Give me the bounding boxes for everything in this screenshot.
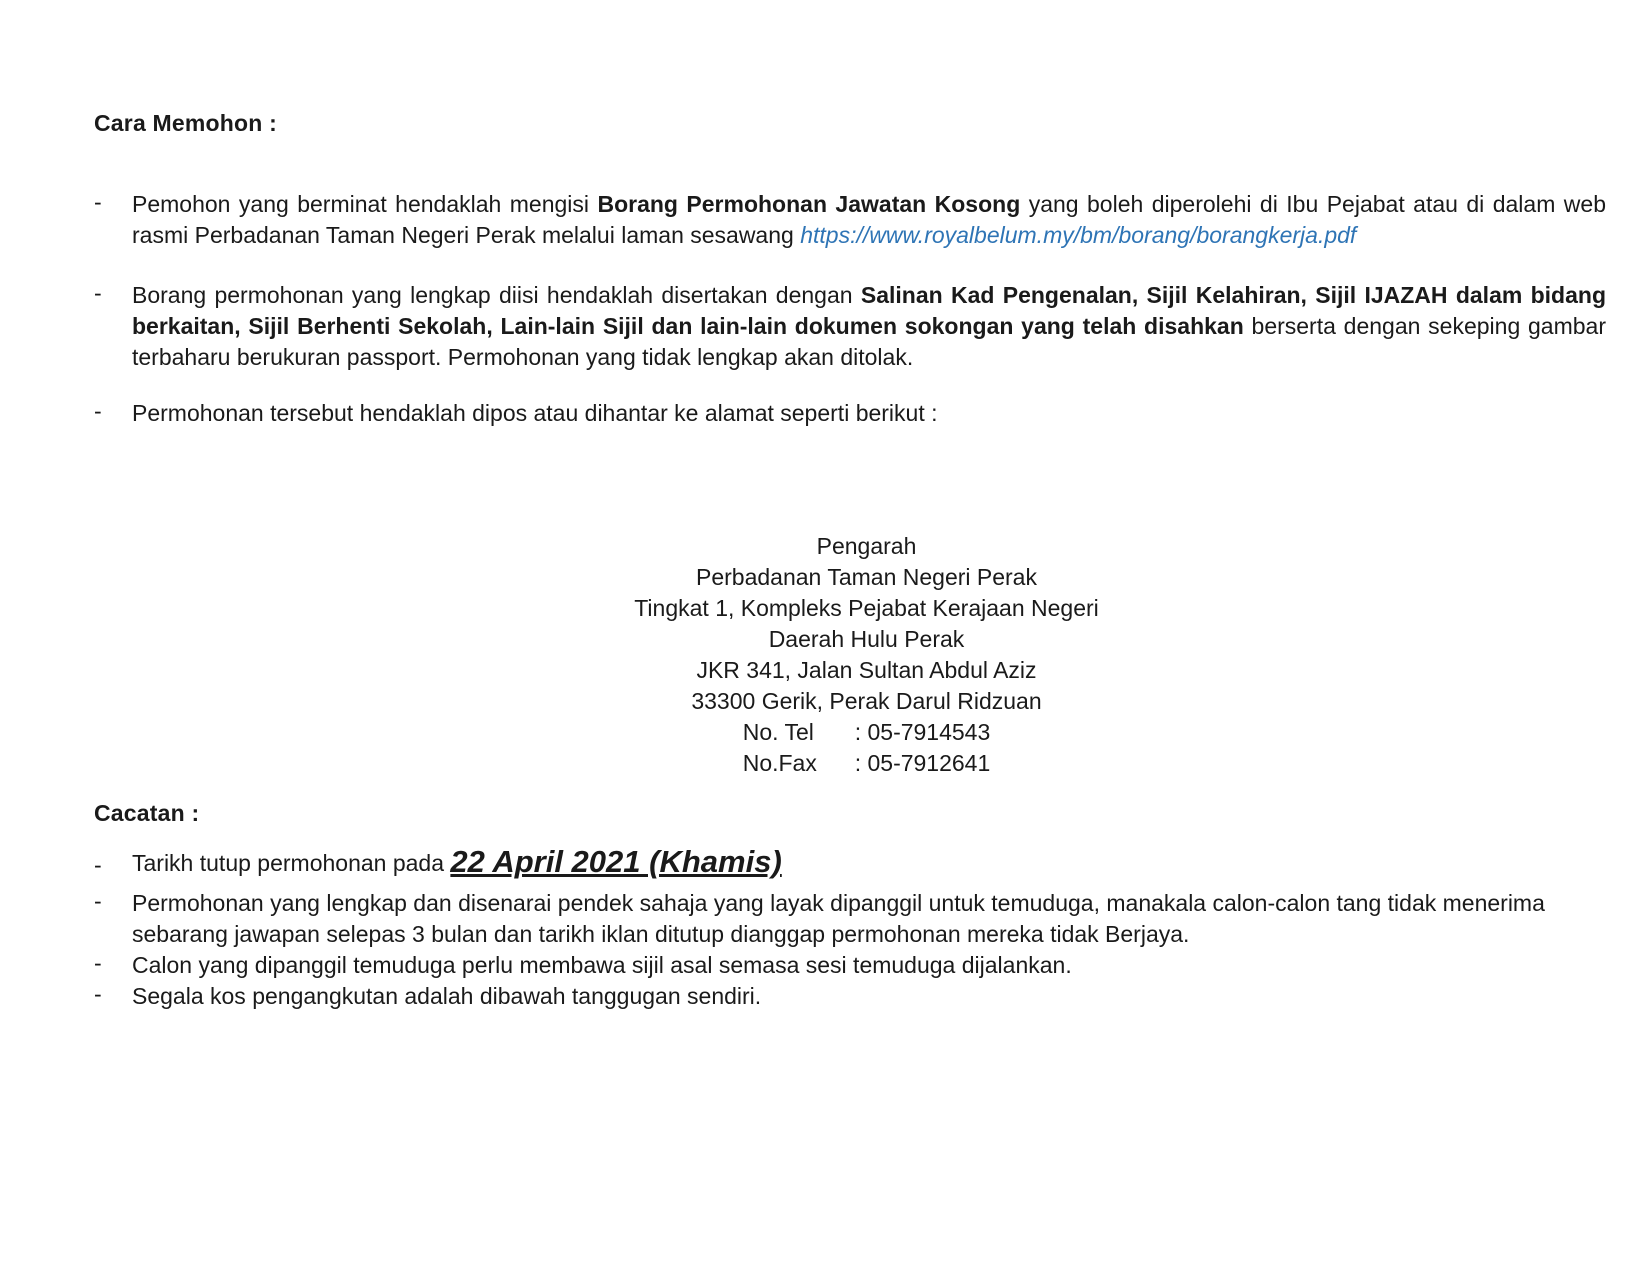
address-line: Daerah Hulu Perak [768, 626, 965, 652]
text-segment: Tarikh tutup permohonan pada [132, 850, 451, 876]
address-line: Tingkat 1, Kompleks Pejabat Kerajaan Negeri [634, 595, 1099, 621]
dash-marker: - [94, 981, 102, 1007]
contact-block [0, 717, 1650, 779]
dash-marker: - [94, 280, 102, 306]
phone-value: : 05-7914543 [854, 719, 991, 745]
dash-marker: - [94, 852, 102, 878]
phone-row [743, 719, 991, 745]
note-item-text [132, 846, 1606, 879]
text-segment: berserta dengan sekeping gambar terbaharu berukuran passport. Permohonan yang tidak lengkap akan ditolak. [132, 313, 1606, 370]
text-segment: yang boleh diperolehi di Ibu Pejabat atau di dalam web rasmi Perbadanan Taman Negeri Perak melalui laman sesawang [132, 191, 1606, 248]
apply-item-submission [94, 398, 1606, 429]
note-item-text: Calon yang dipanggil temuduga perlu membawa sijil asal semasa sesi temuduga dijalankan. [132, 952, 1072, 978]
note-item-deadline [94, 846, 1606, 879]
address-line: JKR 341, Jalan Sultan Abdul Aziz [696, 657, 1037, 683]
dash-marker: - [94, 189, 102, 215]
note-item-transport [94, 981, 1606, 1012]
dash-marker: - [94, 888, 102, 914]
note-item-text: Permohonan yang lengkap dan disenarai pendek sahaja yang layak dipanggil untuk temuduga, manakala calon-calon tang tidak menerima sebarang jawapan selepas 3 bulan dan tarikh iklan ditutup dianggap permohonan mereka tidak Berjaya. [132, 890, 1545, 947]
address-line: 33300 Gerik, Perak Darul Ridzuan [691, 688, 1042, 714]
form-download-link[interactable]: https://www.royalbelum.my/bm/borang/borangkerja.pdf [800, 222, 1357, 248]
fax-row [743, 750, 991, 776]
note-item-original-certs [94, 950, 1606, 981]
closing-date: 22 April 2021 (Khamis) [450, 844, 782, 879]
apply-item-form [94, 189, 1606, 251]
apply-item-documents [94, 280, 1606, 373]
fax-label: No.Fax [742, 750, 817, 776]
notes-heading: Cacatan : [94, 800, 200, 826]
contact-table [743, 717, 991, 779]
fax-value: : 05-7912641 [854, 750, 991, 776]
dash-marker: - [94, 950, 102, 976]
how-to-apply-heading: Cara Memohon : [94, 110, 277, 136]
apply-item-text: Permohonan tersebut hendaklah dipos atau dihantar ke alamat seperti berikut : [132, 400, 938, 426]
text-segment: Borang permohonan yang lengkap diisi hendaklah disertakan dengan [132, 282, 861, 308]
apply-item-text [132, 189, 1606, 251]
text-segment: Pemohon yang berminat hendaklah mengisi [132, 191, 598, 217]
phone-label: No. Tel [742, 719, 814, 745]
note-item-text: Segala kos pengangkutan adalah dibawah tanggugan sendiri. [132, 983, 762, 1009]
note-item-shortlist [94, 888, 1606, 950]
apply-item-text [132, 280, 1606, 373]
dash-marker: - [94, 398, 102, 424]
mailing-address [0, 531, 1650, 779]
form-name-bold: Borang Permohonan Jawatan Kosong [597, 191, 1021, 217]
required-documents-bold: Salinan Kad Pengenalan, Sijil Kelahiran, Sijil IJAZAH dalam bidang berkaitan, Sijil Berhenti Sekolah, Lain-lain Sijil dan lain-lain dokumen sokongan yang telah disahkan [132, 282, 1606, 339]
address-line: Perbadanan Taman Negeri Perak [696, 564, 1037, 590]
address-line: Pengarah [816, 533, 917, 559]
